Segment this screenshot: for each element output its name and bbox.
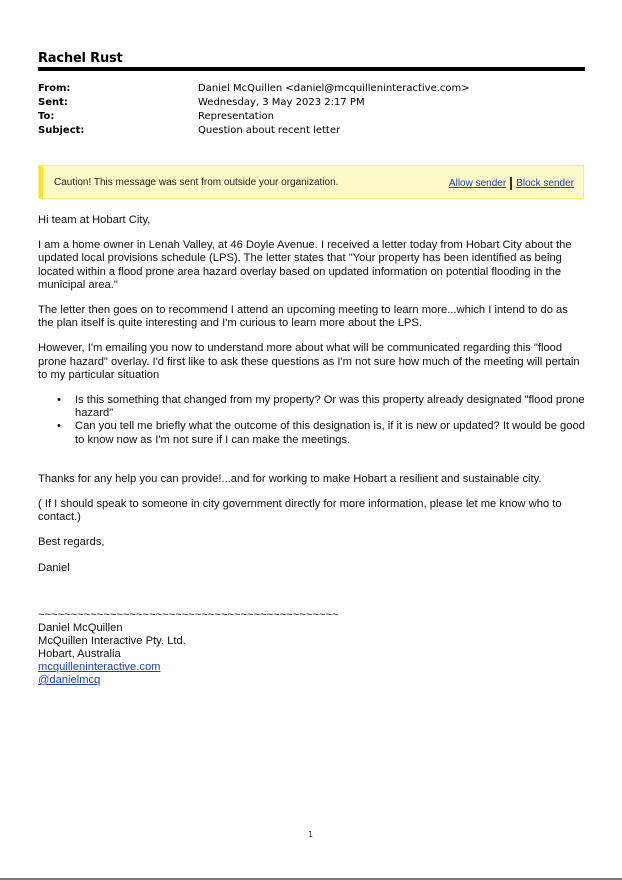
signature-name: Daniel McQuillen [38,622,123,634]
body-paragraph: However, I'm emailing you now to understand more about what will be communicated regarding this "flood prone hazard" overlay. I'd first like to ask these questions as I'm not sure how much of the meeting will pertain to my particular situation [38,342,580,381]
email-header-block [38,82,470,138]
website-link[interactable]: mcquilleninteractive.com [38,661,161,673]
email-body [38,214,586,575]
allow-sender-link[interactable]: Allow sender [448,178,507,189]
closing: Best regards, [38,536,105,549]
page-number: 1 [308,830,314,839]
from-value: Daniel McQuillen <daniel@mcquilleninteractive.com> [198,83,470,94]
header-rule [38,67,585,71]
sent-value: Wednesday, 3 May 2023 2:17 PM [198,97,365,108]
thanks-line: Thanks for any help you can provide!...and for working to make Hobart a resilient and sustainable city. [38,472,542,485]
mailbox-owner-name: Rachel Rust [38,51,123,66]
social-handle-link[interactable]: @danielmcq [38,674,101,686]
question-item [38,394,586,420]
question-list [38,394,586,447]
contact-note: ( If I should speak to someone in city government directly for more information, please let me know who to contact.) [38,498,562,524]
body-paragraph: I am a home owner in Lenah Valley, at 46 Doyle Avenue. I received a letter today from Hobart City about the updated local provisions schedule (LPS). The letter states that "Your property has been identified as being located within a flood prone area hazard overlay based on updated information on potential flooding in the municipal area." [38,239,572,291]
question-item [38,420,586,446]
bullet-icon: • [57,420,61,433]
caution-text: Caution! This message was sent from outside your organization. [54,177,339,188]
subject-label: Subject: [38,125,85,136]
banner-accent-bar [39,166,43,198]
signature-company: McQuillen Interactive Pty. Ltd. [38,635,186,647]
sent-row [38,96,470,110]
bullet-icon: • [57,394,61,407]
from-label: From: [38,83,71,94]
subject-value: Question about recent letter [198,125,341,136]
body-paragraph: The letter then goes on to recommend I attend an upcoming meeting to learn more...which I intend to do as the plan itself is quite interesting and I'm curious to learn more about the LPS. [38,304,568,330]
external-sender-caution-banner [38,165,584,199]
sender-first-name: Daniel [38,561,70,574]
question-text: Can you tell me briefly what the outcome of this designation is, if it is new or updated? It would be good to know now as I'm not sure if I can make the meetings. [75,420,585,446]
to-label: To: [38,111,55,122]
question-text: Is this something that changed from my property? Or was this property already designated "flood prone hazard" [75,394,585,420]
from-row [38,82,470,96]
link-separator [510,177,512,190]
to-row [38,110,470,124]
subject-row [38,124,470,138]
greeting: Hi team at Hobart City, [38,214,151,226]
signature-location: Hobart, Australia [38,648,121,660]
to-value: Representation [198,111,274,122]
block-sender-link[interactable]: Block sender [516,178,574,189]
signature-divider: ~~~~~~~~~~~~~~~~~~~~~~~~~~~~~~~~~~~~~~~~~~~~~~ [38,609,339,621]
email-signature [38,609,339,687]
sent-label: Sent: [38,97,68,108]
sender-actions [449,177,574,190]
